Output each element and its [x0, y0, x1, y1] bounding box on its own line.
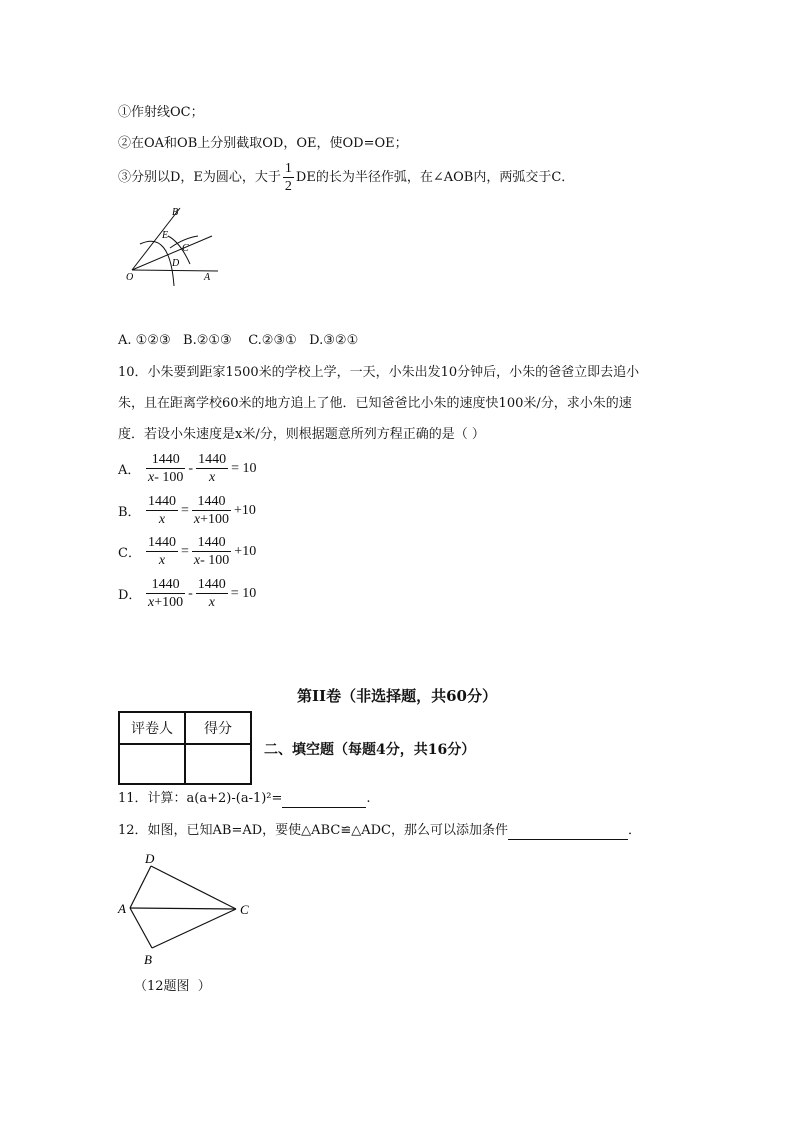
score-table — [118, 711, 252, 785]
label-b: B — [172, 207, 179, 218]
den-rest: +100 — [154, 595, 184, 610]
den-var: x — [208, 595, 215, 610]
option-label: D． — [118, 588, 142, 603]
q12-text: 12．如图，已知AB=AD，要使△ABC≌△ADC，那么可以添加条件 — [118, 823, 508, 838]
q12-answer-blank[interactable] — [508, 825, 628, 840]
numerator: 1440 — [192, 534, 231, 552]
fraction — [196, 451, 228, 486]
label-c: C — [240, 902, 249, 917]
denominator — [196, 469, 228, 486]
segment-ab — [130, 908, 152, 948]
den-rest: - 100 — [200, 553, 230, 568]
numerator: 1440 — [197, 577, 226, 592]
denominator — [146, 552, 178, 569]
q9-options: A. ①②③ B.②①③ C.②③① D.③②① — [118, 333, 359, 348]
fraction — [196, 576, 228, 611]
den-var: x — [193, 553, 201, 568]
tail: = 10 — [230, 585, 257, 601]
den-var: x — [158, 512, 166, 527]
den-var: x — [148, 595, 155, 610]
step-3 — [118, 160, 574, 195]
tail: = 10 — [231, 460, 257, 476]
option-label: C． — [118, 546, 141, 561]
den-rest: - 100 — [154, 470, 184, 485]
score-cell[interactable] — [185, 744, 251, 784]
fig12-caption: （12题图 ） — [134, 979, 211, 994]
half-fraction — [283, 160, 294, 195]
step-3-suffix: DE的长为半径作弧，在∠AOB内，两弧交于C． — [295, 169, 575, 185]
q11 — [118, 790, 371, 808]
q11-end: . — [366, 791, 371, 806]
q10-line-3: 度．若设小朱速度是x米/分，则根据题意所列方程正确的是（ ） — [118, 427, 485, 442]
grader-header: 评卷人 — [119, 712, 185, 744]
step-2: ②在OA和OB上分别截取OD，OE，使OD=OE； — [118, 136, 408, 151]
denominator — [196, 594, 228, 611]
numerator: 1440 — [146, 576, 185, 594]
denominator — [192, 552, 231, 569]
quadrilateral-figure — [114, 848, 264, 988]
q10-option-d — [118, 576, 259, 611]
section-2-title: 第II卷（非选择题，共60分） — [297, 687, 497, 705]
den-var: x — [158, 553, 166, 568]
label-c: C — [182, 243, 189, 254]
numerator: 1440 — [192, 493, 231, 511]
den-var: x — [208, 470, 216, 485]
denominator — [146, 511, 178, 528]
q10-line-2: 朱，且在距离学校60米的地方追上了他．已知爸爸比小朱的速度快100米/分，求小朱的速 — [118, 396, 632, 411]
label-o: O — [126, 272, 134, 283]
half-denominator: 2 — [284, 179, 292, 194]
fraction — [146, 576, 185, 611]
q10-option-a — [118, 451, 259, 486]
operator: = — [181, 502, 189, 518]
label-e: E — [162, 230, 169, 241]
q10-option-b — [118, 493, 259, 528]
fraction — [146, 493, 178, 528]
operator: - — [188, 460, 194, 476]
q12-end: ． — [627, 823, 641, 838]
q10-line-1: 10．小朱要到距家1500米的学校上学，一天，小朱出发10分钟后，小朱的爸爸立即去追小 — [118, 365, 640, 380]
grader-cell[interactable] — [119, 744, 185, 784]
step-3-prefix: ③分别以D，E为圆心，大于 — [118, 169, 281, 185]
den-rest: +100 — [200, 512, 230, 527]
arc-de — [140, 241, 174, 286]
label-b: B — [144, 952, 152, 967]
tail: +10 — [234, 502, 256, 518]
step-1: ①作射线OC； — [118, 105, 204, 120]
denominator — [192, 511, 231, 528]
fraction — [192, 493, 231, 528]
segment-ac — [130, 908, 236, 909]
numerator: 1440 — [148, 494, 176, 509]
q11-answer-blank[interactable] — [282, 793, 366, 808]
segment-dc — [151, 866, 236, 909]
fill-blank-title: 二、填空题（每题4分，共16分） — [264, 742, 476, 758]
label-d: D — [145, 851, 155, 866]
label-a: A — [118, 901, 126, 916]
numerator: 1440 — [198, 452, 227, 467]
half-numerator: 1 — [284, 161, 292, 176]
segment-ad — [130, 866, 151, 908]
numerator: 1440 — [146, 451, 185, 469]
option-label: A． — [118, 463, 141, 478]
tail: +10 — [234, 543, 257, 559]
fraction — [146, 534, 178, 569]
label-d: D — [172, 258, 180, 269]
q10-option-c — [118, 534, 259, 569]
denominator — [146, 469, 185, 486]
score-header: 得分 — [185, 712, 251, 744]
angle-bisector-figure — [118, 200, 228, 290]
q12 — [118, 822, 641, 840]
numerator: 1440 — [148, 535, 176, 550]
den-var: x — [148, 470, 155, 485]
ray-oa — [132, 270, 218, 271]
option-label: B． — [118, 505, 141, 520]
fraction — [146, 451, 185, 486]
denominator — [146, 594, 185, 611]
operator: = — [181, 543, 189, 559]
segment-bc — [152, 909, 236, 948]
label-a: A — [204, 272, 211, 283]
fraction — [192, 534, 231, 569]
den-var: x — [193, 512, 201, 527]
q11-text: 11．计算：a(a+2)-(a-1)²= — [118, 791, 283, 806]
operator: - — [188, 585, 193, 601]
